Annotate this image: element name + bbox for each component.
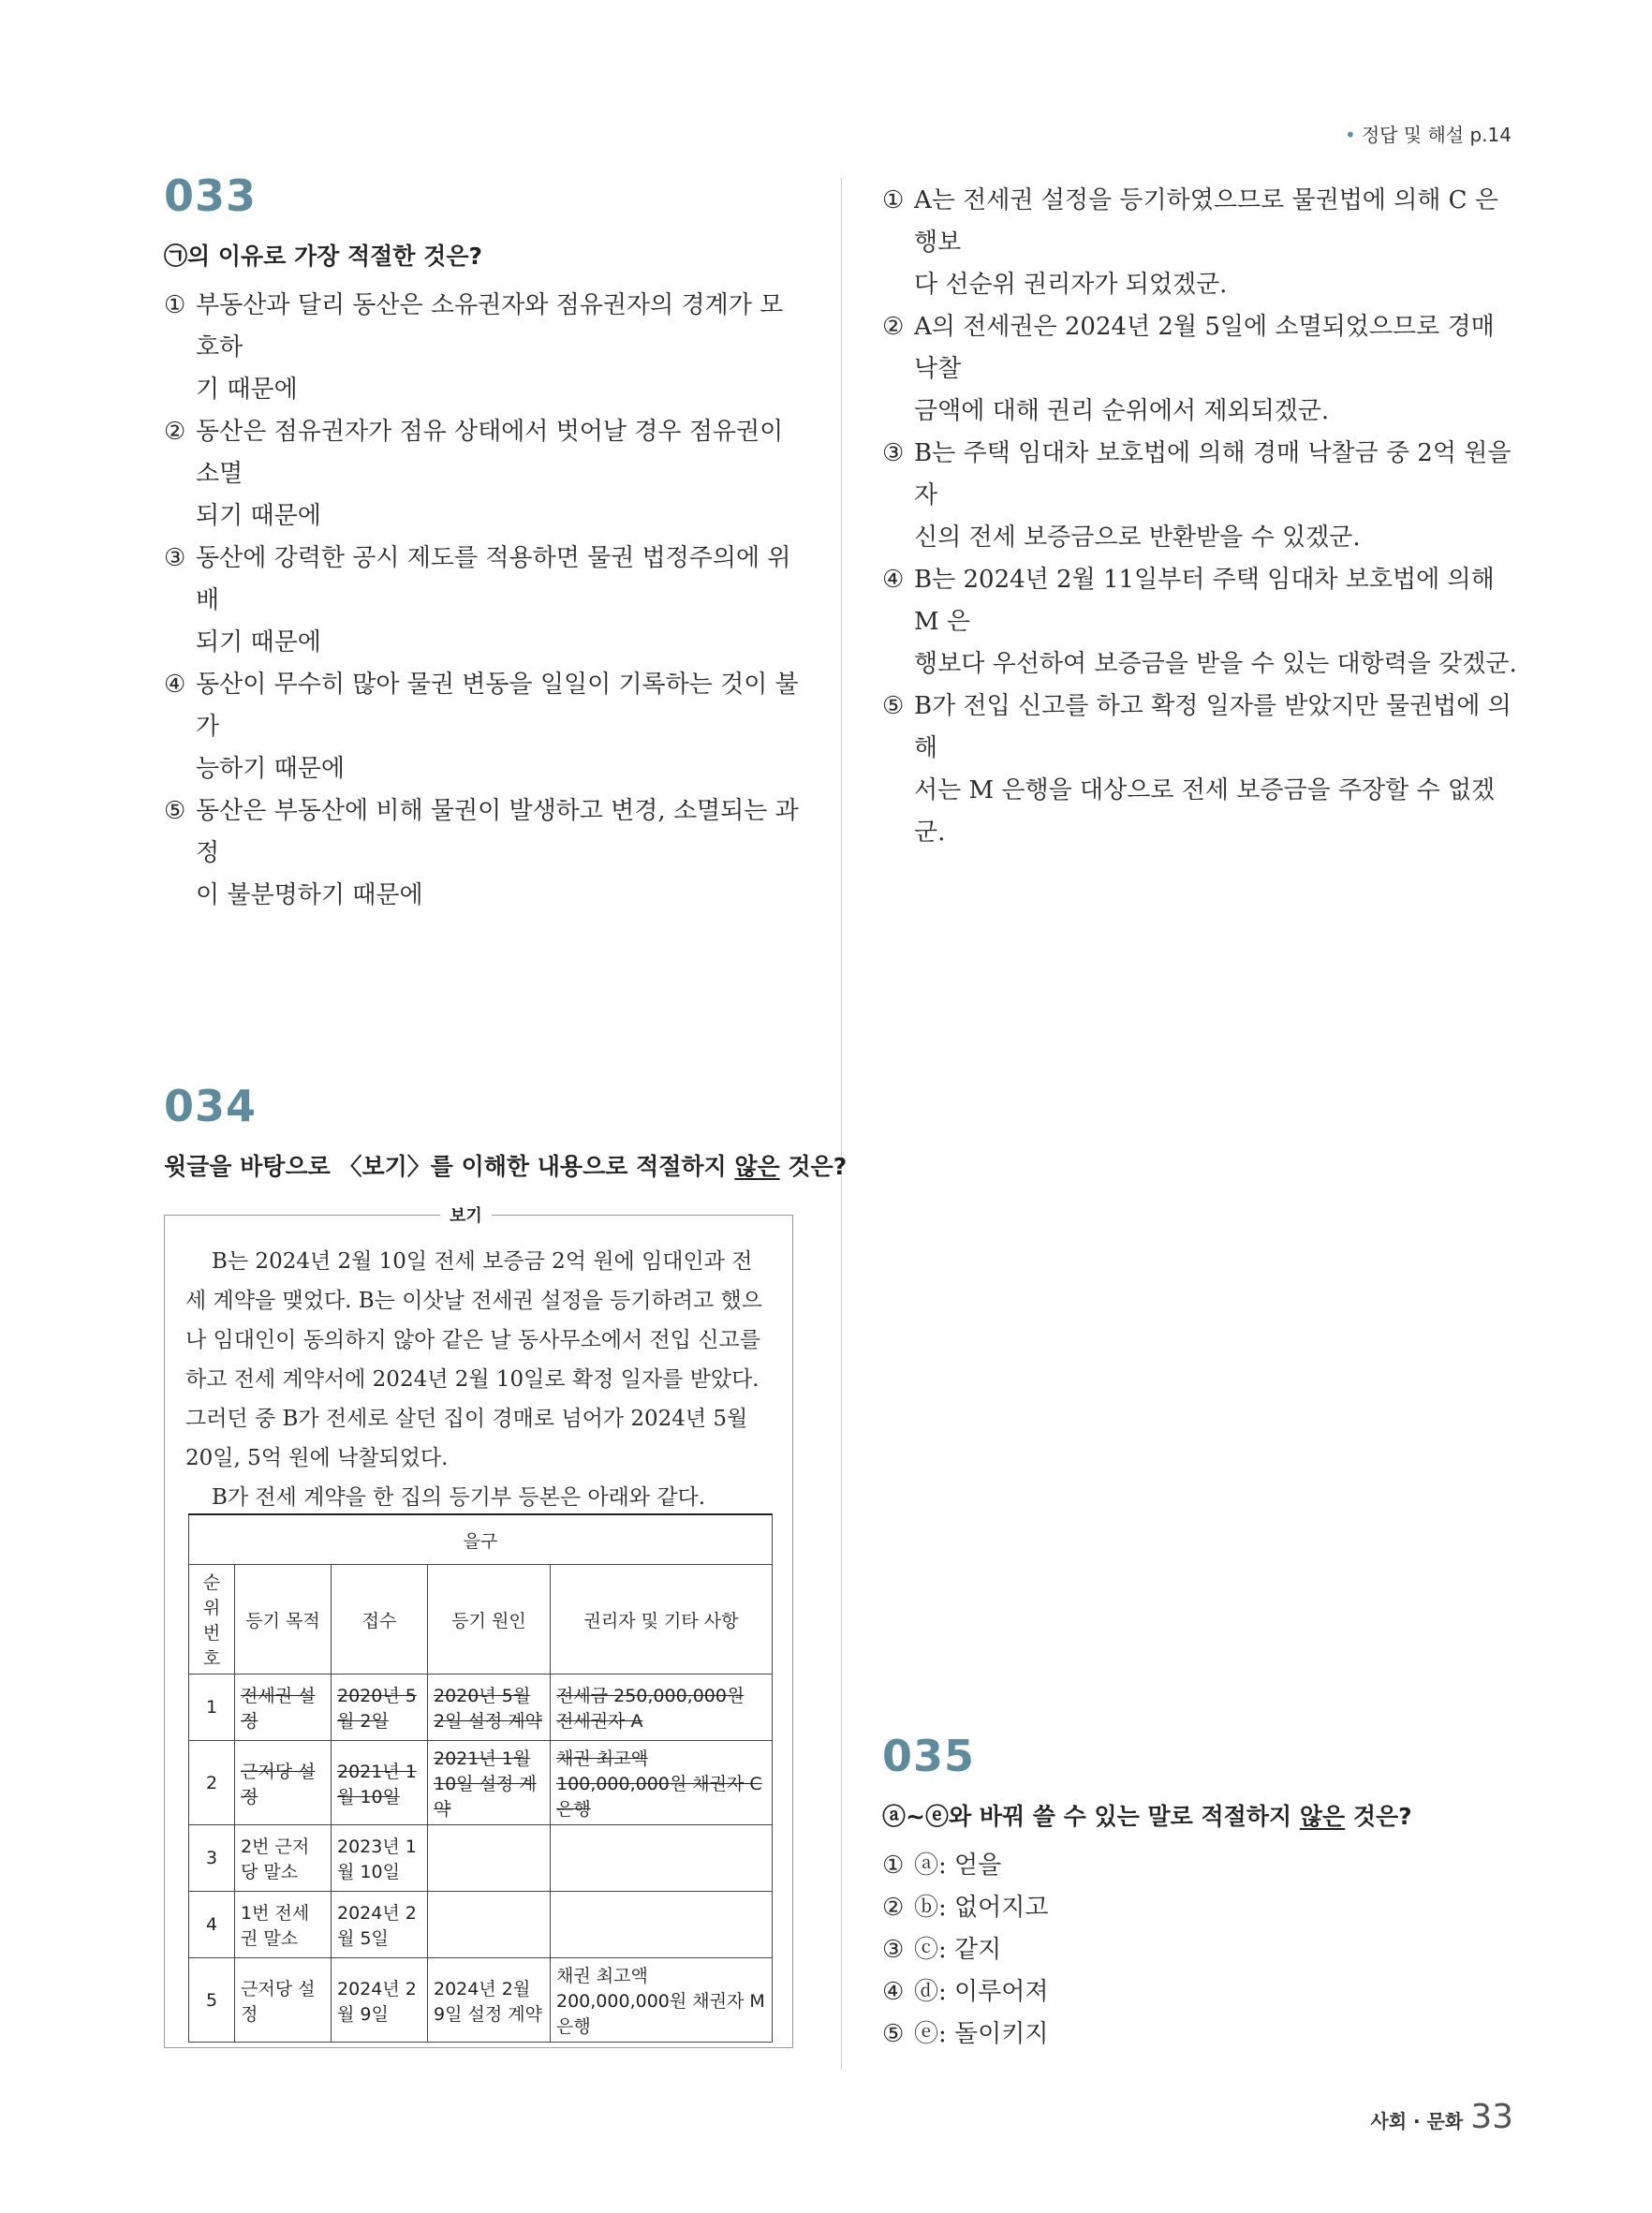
- answer-reference-text: 정답 및 해설 p.14: [1361, 124, 1512, 146]
- question-text-033: ㉠의 이유로 가장 적절한 것은?: [164, 243, 482, 270]
- page-number: 33: [1470, 2098, 1513, 2136]
- bogi-paragraph-1: B는 2024년 2월 10일 전세 보증금 2억 원에 임대인과 전세 계약을 맺었다. B는 이삿날 전세권 설정을 등기하려고 했으나 임대인이 동의하지 않아 같은 날 동사무소에서 전입 신고를 하고 전세 계약서에 2024년 2월 10일로 확정 일자를 받았다. 그러던 중 B가 전세로 살던 집이 경매로 넘어가 2024년 5월 20일, 5억 원에 낙찰되었다.: [185, 1249, 762, 1470]
- options-033: [164, 285, 801, 917]
- option-033-4[interactable]: ④ 동산이 무수히 많아 물권 변동을 일일이 기록하는 것이 불가 능하기 때문에: [164, 671, 799, 783]
- page-footer: [1370, 2098, 1513, 2136]
- header-cause: 등기 원인: [428, 1565, 551, 1675]
- answer-reference: [1345, 120, 1512, 147]
- table-row: 1 전세권 설정 2020년 5월 2일 2020년 5월 2일 설정 계약 전세금 250,000,000원 전세권자 A: [189, 1675, 773, 1741]
- column-divider: [841, 178, 842, 2070]
- header-receipt: 접수: [332, 1565, 428, 1675]
- question-number-033: 033: [164, 170, 258, 221]
- option-034-2[interactable]: ② A의 전세권은 2024년 2월 5일에 소멸되었으므로 경매 낙찰 금액에 대해 권리 순위에서 제외되겠군.: [882, 313, 1495, 425]
- option-035-3[interactable]: ③ ⓒ: 같지: [882, 1936, 1002, 1964]
- bogi-paragraph-2: B가 전세 계약을 한 집의 등기부 등본은 아래와 같다.: [212, 1485, 706, 1510]
- options-035: [882, 1845, 1444, 2056]
- option-034-4[interactable]: ④ B는 2024년 2월 11일부터 주택 임대차 보호법에 의해 M 은 행보다 우선하여 보증금을 받을 수 있는 대항력을 갖겠군.: [882, 566, 1517, 678]
- option-033-3[interactable]: ③ 동산에 강력한 공시 제도를 적용하면 물권 법정주의에 위배 되기 때문에: [164, 544, 791, 657]
- option-034-5[interactable]: ⑤ B가 전입 신고를 하고 확정 일자를 받았지만 물권법에 의해 서는 M 은행을 대상으로 전세 보증금을 주장할 수 없겠군.: [882, 692, 1512, 847]
- section-name: 사회 · 문화: [1370, 2110, 1464, 2132]
- header-rank: 순위 번호: [189, 1565, 235, 1675]
- table-row: 3 2번 근저당 말소 2023년 1월 10일: [189, 1825, 773, 1892]
- option-035-5[interactable]: ⑤ ⓔ: 돌이키지: [882, 2020, 1049, 2048]
- options-034: [882, 180, 1519, 854]
- table-row: 4 1번 전세권 말소 2024년 2월 5일: [189, 1892, 773, 1958]
- registry-table: [188, 1513, 773, 2043]
- bogi-box: [164, 1215, 793, 2048]
- option-035-4[interactable]: ④ ⓓ: 이루어져: [882, 1978, 1049, 2006]
- table-row: 2 근저당 설정 2021년 1월 10일 2021년 1월 10일 설정 계약 채권 최고액 100,000,000원 채권자 C 은행: [189, 1741, 773, 1825]
- question-number-034: 034: [164, 1081, 258, 1131]
- registry-table-title: 을구: [189, 1514, 773, 1565]
- question-number-035: 035: [882, 1731, 976, 1781]
- table-row: 5 근저당 설정 2024년 2월 9일 2024년 2월 9일 설정 계약 채권 최고액 200,000,000원 채권자 M 은행: [189, 1958, 773, 2043]
- question-text-035: ⓐ~ⓔ와 바꿔 쓸 수 있는 말로 적절하지 않은 것은?: [882, 1803, 1412, 1830]
- option-034-3[interactable]: ③ B는 주택 임대차 보호법에 의해 경매 낙찰금 중 2억 원을 자 신의 전세 보증금으로 반환받을 수 있겠군.: [882, 439, 1512, 552]
- option-033-5[interactable]: ⑤ 동산은 부동산에 비해 물권이 발생하고 변경, 소멸되는 과정 이 불분명하기 때문에: [164, 797, 799, 909]
- option-033-1[interactable]: ① 부동산과 달리 동산은 소유권자와 점유권자의 경계가 모호하 기 때문에: [164, 291, 784, 404]
- option-035-2[interactable]: ② ⓑ: 없어지고: [882, 1894, 1049, 1922]
- header-purpose: 등기 목적: [235, 1565, 332, 1675]
- bullet-dot-icon: •: [1345, 124, 1356, 146]
- header-rights-holder: 권리자 및 기타 사항: [551, 1565, 773, 1675]
- option-034-1[interactable]: ① A는 전세권 설정을 등기하였으므로 물권법에 의해 C 은행보 다 선순위 권리자가 되었겠군.: [882, 186, 1498, 299]
- option-035-1[interactable]: ① ⓐ: 얻을: [882, 1852, 1002, 1880]
- bogi-passage: [185, 1242, 772, 1517]
- option-033-2[interactable]: ② 동산은 점유권자가 점유 상태에서 벗어날 경우 점유권이 소멸 되기 때문에: [164, 418, 784, 530]
- bogi-label: 보기: [440, 1202, 492, 1227]
- question-text-034: 윗글을 바탕으로 〈보기〉를 이해한 내용으로 적절하지 않은 것은?: [164, 1153, 848, 1180]
